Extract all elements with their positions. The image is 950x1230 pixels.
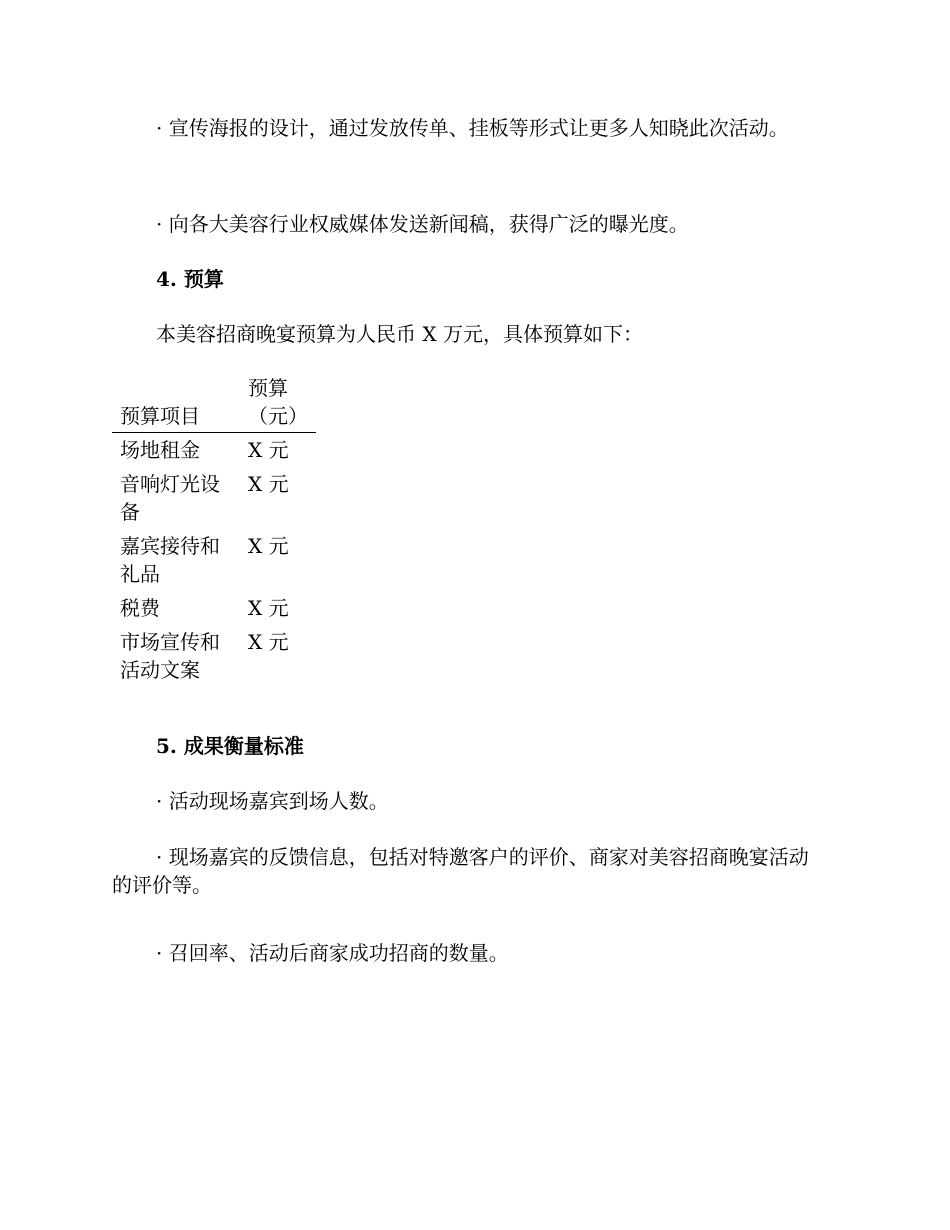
table-row	[112, 467, 316, 529]
paragraph-press-release: · 向各大美容行业权威媒体发送新闻稿，获得广泛的曝光度。	[156, 212, 689, 236]
budget-item-amount: X 元	[248, 534, 289, 558]
section-heading-metrics: 5. 成果衡量标准	[156, 734, 304, 758]
metric-item-attendance: · 活动现场嘉宾到场人数。	[156, 789, 389, 813]
section-heading-budget: 4. 预算	[156, 267, 224, 291]
budget-item-amount: X 元	[248, 438, 289, 462]
budget-table	[112, 374, 316, 687]
budget-item-name: 场地租金	[120, 438, 200, 462]
budget-item-amount: X 元	[248, 472, 289, 496]
budget-item-name: 市场宣传和活动文案	[120, 630, 220, 682]
budget-item-amount: X 元	[248, 630, 289, 654]
table-row	[112, 591, 316, 625]
metric-item-recall: · 召回率、活动后商家成功招商的数量。	[156, 941, 509, 965]
table-row	[112, 529, 316, 591]
budget-intro: 本美容招商晚宴预算为人民币 X 万元，具体预算如下：	[156, 322, 643, 346]
header-budget-item: 预算项目	[112, 374, 240, 433]
budget-item-name: 税费	[120, 596, 160, 620]
header-budget-amount: 预算（元）	[240, 374, 316, 433]
table-row	[112, 625, 316, 687]
table-row	[112, 433, 316, 468]
budget-table-header-row	[112, 374, 316, 433]
metric-item-feedback: · 现场嘉宾的反馈信息，包括对特邀客户的评价、商家对美容招商晚宴活动的评价等。	[112, 845, 809, 897]
budget-item-name: 音响灯光设备	[120, 472, 220, 524]
paragraph-poster-design: · 宣传海报的设计，通过发放传单、挂板等形式让更多人知晓此次活动。	[156, 116, 789, 140]
budget-item-name: 嘉宾接待和礼品	[120, 534, 220, 586]
budget-item-amount: X 元	[248, 596, 289, 620]
